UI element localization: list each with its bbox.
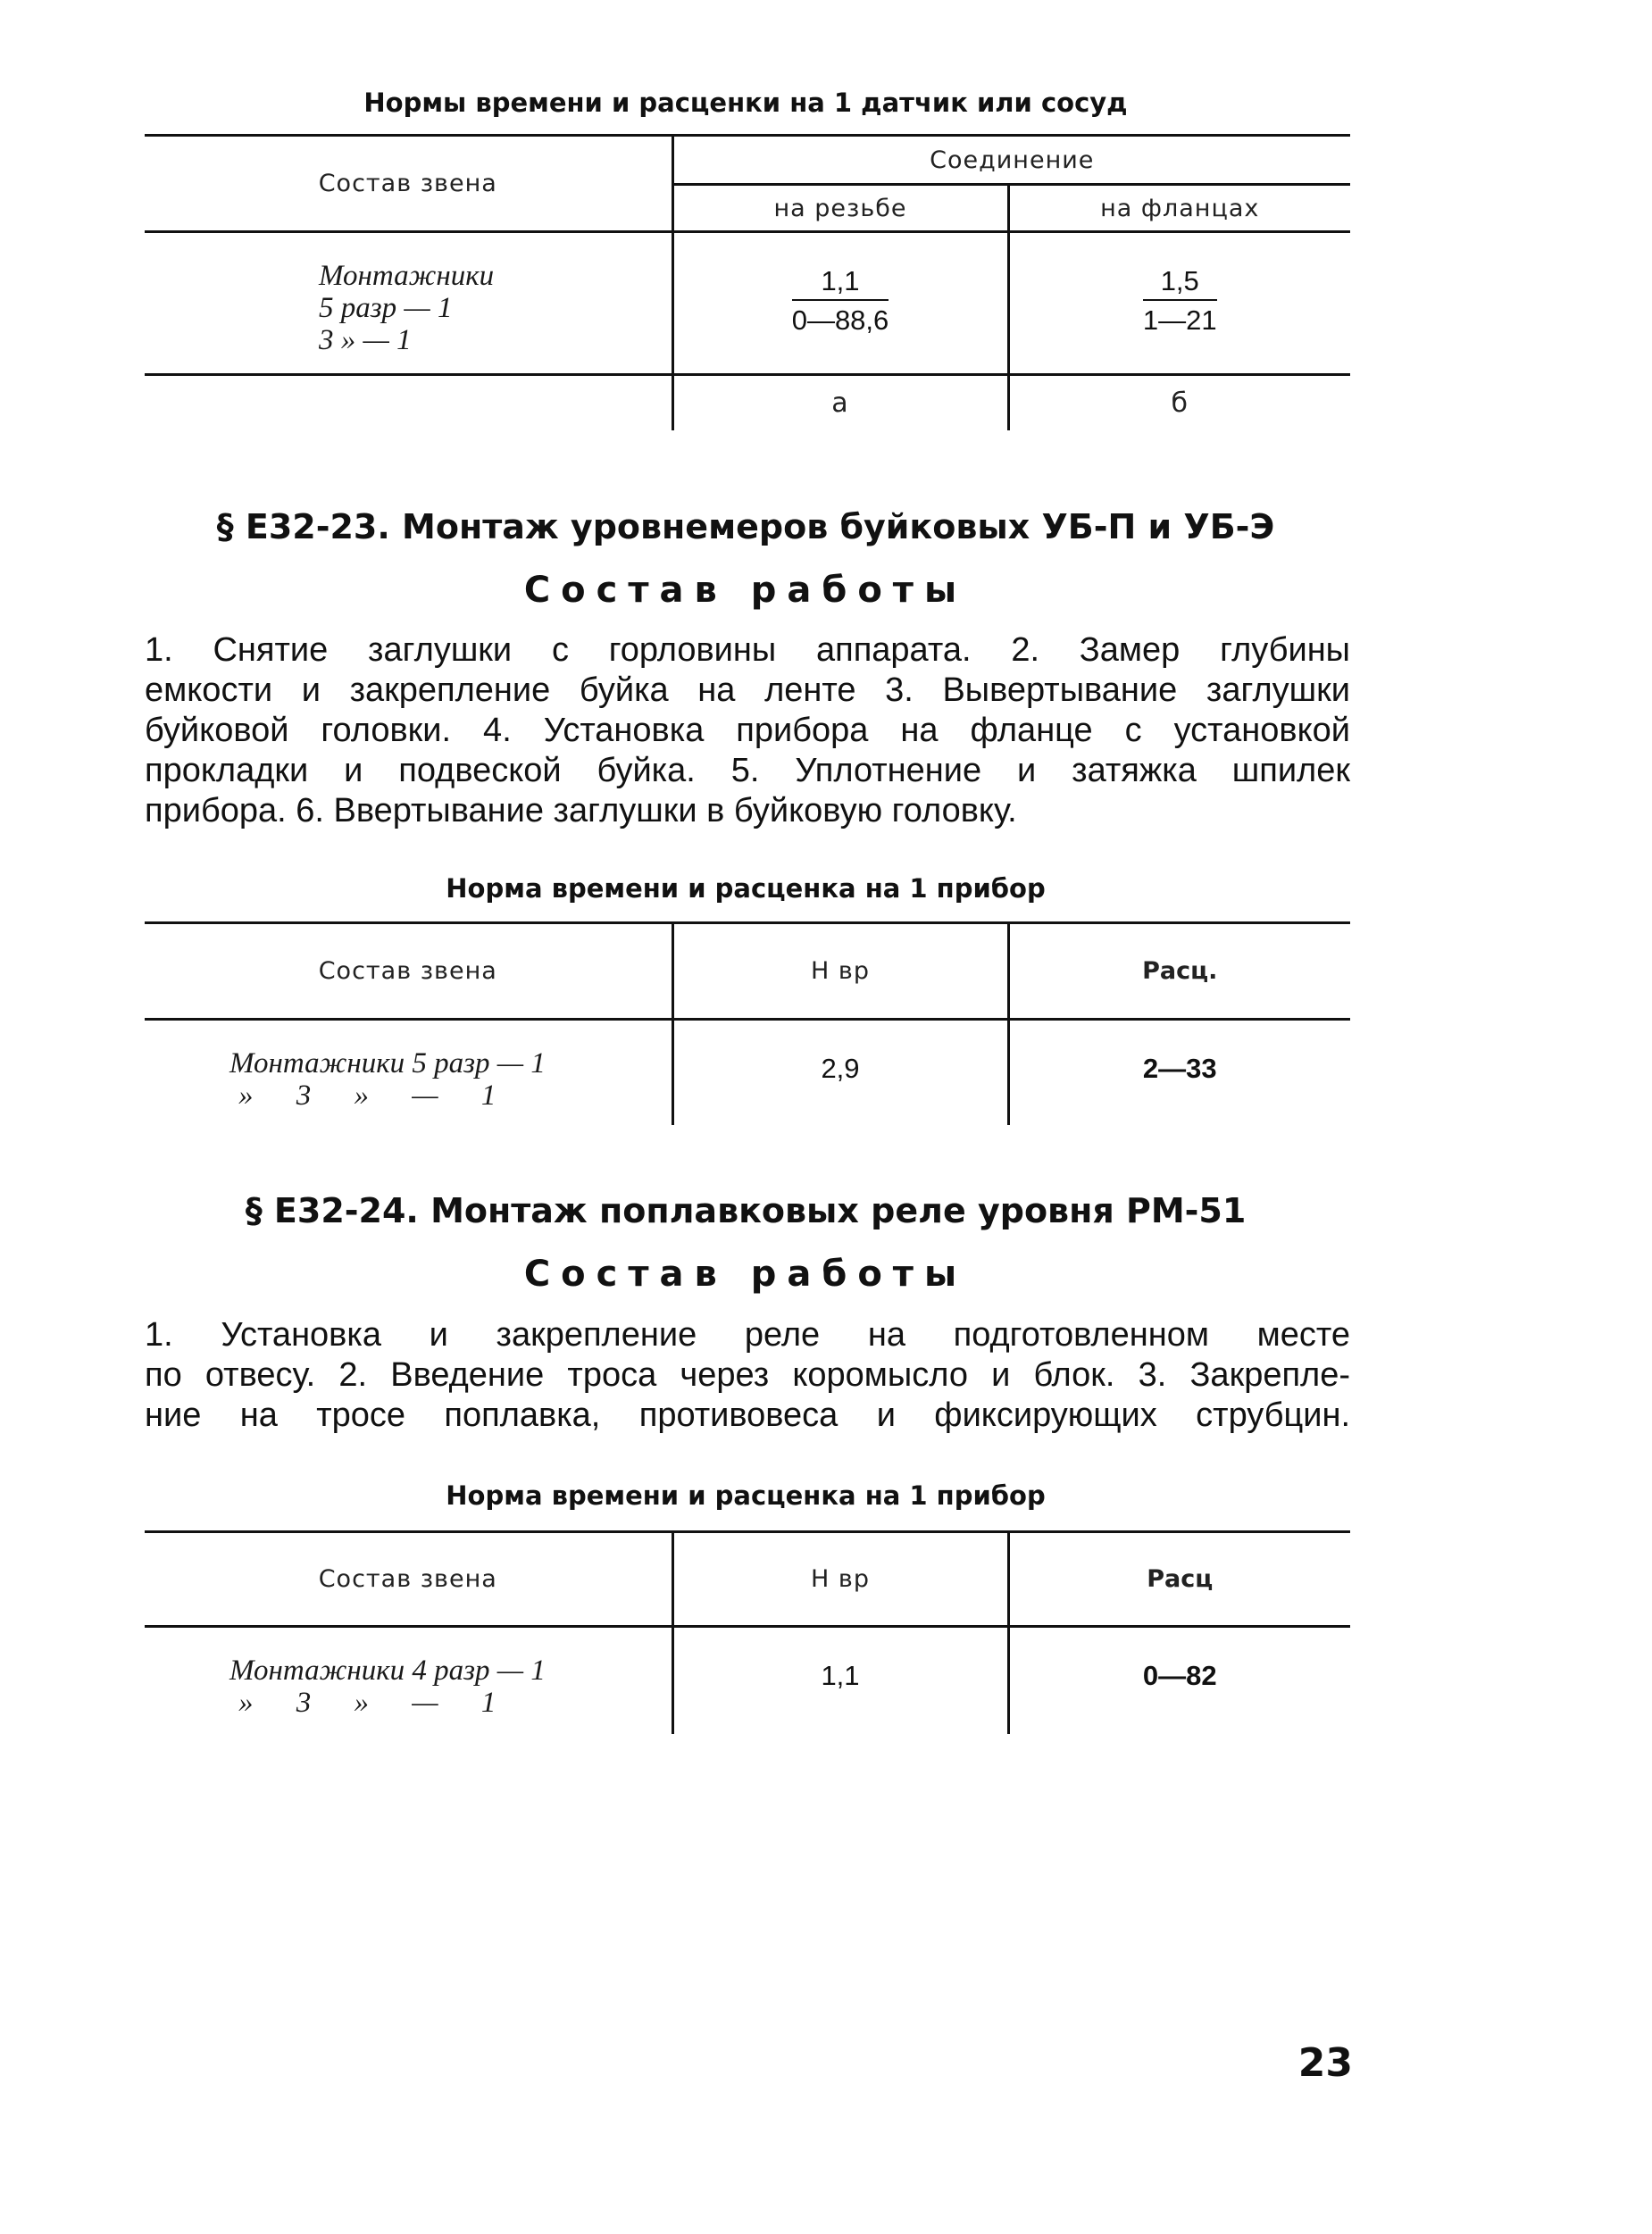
table2-caption: Норма времени и расценка на 1 прибор <box>446 873 1046 904</box>
crew-line: 5 разр — 1 <box>319 292 453 324</box>
rate: 0—88,6 <box>791 304 889 336</box>
section23-title: § Е32-23. Монтаж уровнемеров буйковых УБ-П и УБ-Э <box>216 507 1275 546</box>
paragraph-line: прокладки и подвеской буйка. 5. Уплотнение и затяжка шпилек <box>145 752 1350 789</box>
rate: 1—21 <box>1142 304 1217 336</box>
table3-time-value: 1,1 <box>672 1627 1008 1734</box>
paragraph-line: 1. Установка и закрепление реле на подготовленном месте <box>145 1316 1350 1354</box>
paragraph-line: 1. Снятие заглушки с горловины аппарата. 2. Замер глубины <box>145 631 1350 669</box>
table1-thread-value <box>672 232 1008 375</box>
table2-rate-value: 2—33 <box>1008 1020 1350 1125</box>
table1 <box>145 134 1350 430</box>
section23-paragraph <box>145 630 1350 831</box>
table2-crew-cell <box>145 1020 672 1125</box>
table1-header-crew: Состав звена <box>145 136 672 232</box>
section24-paragraph <box>145 1315 1350 1436</box>
table1-flange-value <box>1008 232 1350 375</box>
fraction <box>792 265 889 337</box>
table1-index-b: б <box>1008 375 1350 430</box>
table2-time-value: 2,9 <box>672 1020 1008 1125</box>
crew-line: » 3 » — 1 <box>238 1079 496 1112</box>
table3 <box>145 1530 1350 1734</box>
paragraph-line: буйковой головки. 4. Установка прибора на фланце с установкой <box>145 712 1350 749</box>
crew-line: Монтажники 5 разр — 1 <box>229 1047 546 1079</box>
crew-line: Монтажники <box>319 260 495 292</box>
table1-header-flange: на фланцах <box>1008 185 1350 232</box>
paragraph-line: прибора. 6. Ввертывание заглушки в буйковую головку. <box>145 792 1017 829</box>
table3-crew-cell <box>145 1627 672 1734</box>
crew-line: 3 » — 1 <box>319 324 412 356</box>
table1-header-thread: на резьбе <box>672 185 1008 232</box>
paragraph-line: по отвесу. 2. Введение троса через коромысло и блок. 3. Закрепле- <box>145 1356 1350 1394</box>
section24-title: § Е32-24. Монтаж поплавковых реле уровня РМ-51 <box>245 1191 1247 1230</box>
section23-subtitle: Состав работы <box>523 570 968 611</box>
crew-line: » 3 » — 1 <box>238 1687 496 1719</box>
table1-caption: Нормы времени и расценки на 1 датчик или сосуд <box>363 88 1128 118</box>
time-norm: 1,5 <box>1143 265 1217 301</box>
table1-crew-cell <box>145 232 672 375</box>
table3-header-crew: Состав звена <box>145 1532 672 1627</box>
table2-header-crew: Состав звена <box>145 923 672 1020</box>
table2 <box>145 921 1350 1125</box>
table2-header-time: Н вр <box>672 923 1008 1020</box>
table3-header-rate: Расц <box>1008 1532 1350 1627</box>
table3-rate-value: 0—82 <box>1008 1627 1350 1734</box>
table1-header-connection: Соединение <box>672 136 1350 185</box>
section24-subtitle: Состав работы <box>523 1254 968 1295</box>
crew-line: Монтажники 4 разр — 1 <box>229 1655 546 1687</box>
table2-header-rate: Расц. <box>1008 923 1350 1020</box>
time-norm: 1,1 <box>792 265 889 301</box>
table1-index-a: а <box>672 375 1008 430</box>
page-number: 23 <box>1297 2040 1353 2086</box>
table3-caption: Норма времени и расценка на 1 прибор <box>446 1480 1046 1511</box>
paragraph-line: ние на тросе поплавка, противовеса и фиксирующих струбцин. <box>145 1396 1350 1434</box>
fraction <box>1143 265 1217 337</box>
table3-header-time: Н вр <box>672 1532 1008 1627</box>
paragraph-line: емкости и закрепление буйка на ленте 3. Вывертывание заглушки <box>145 671 1350 709</box>
